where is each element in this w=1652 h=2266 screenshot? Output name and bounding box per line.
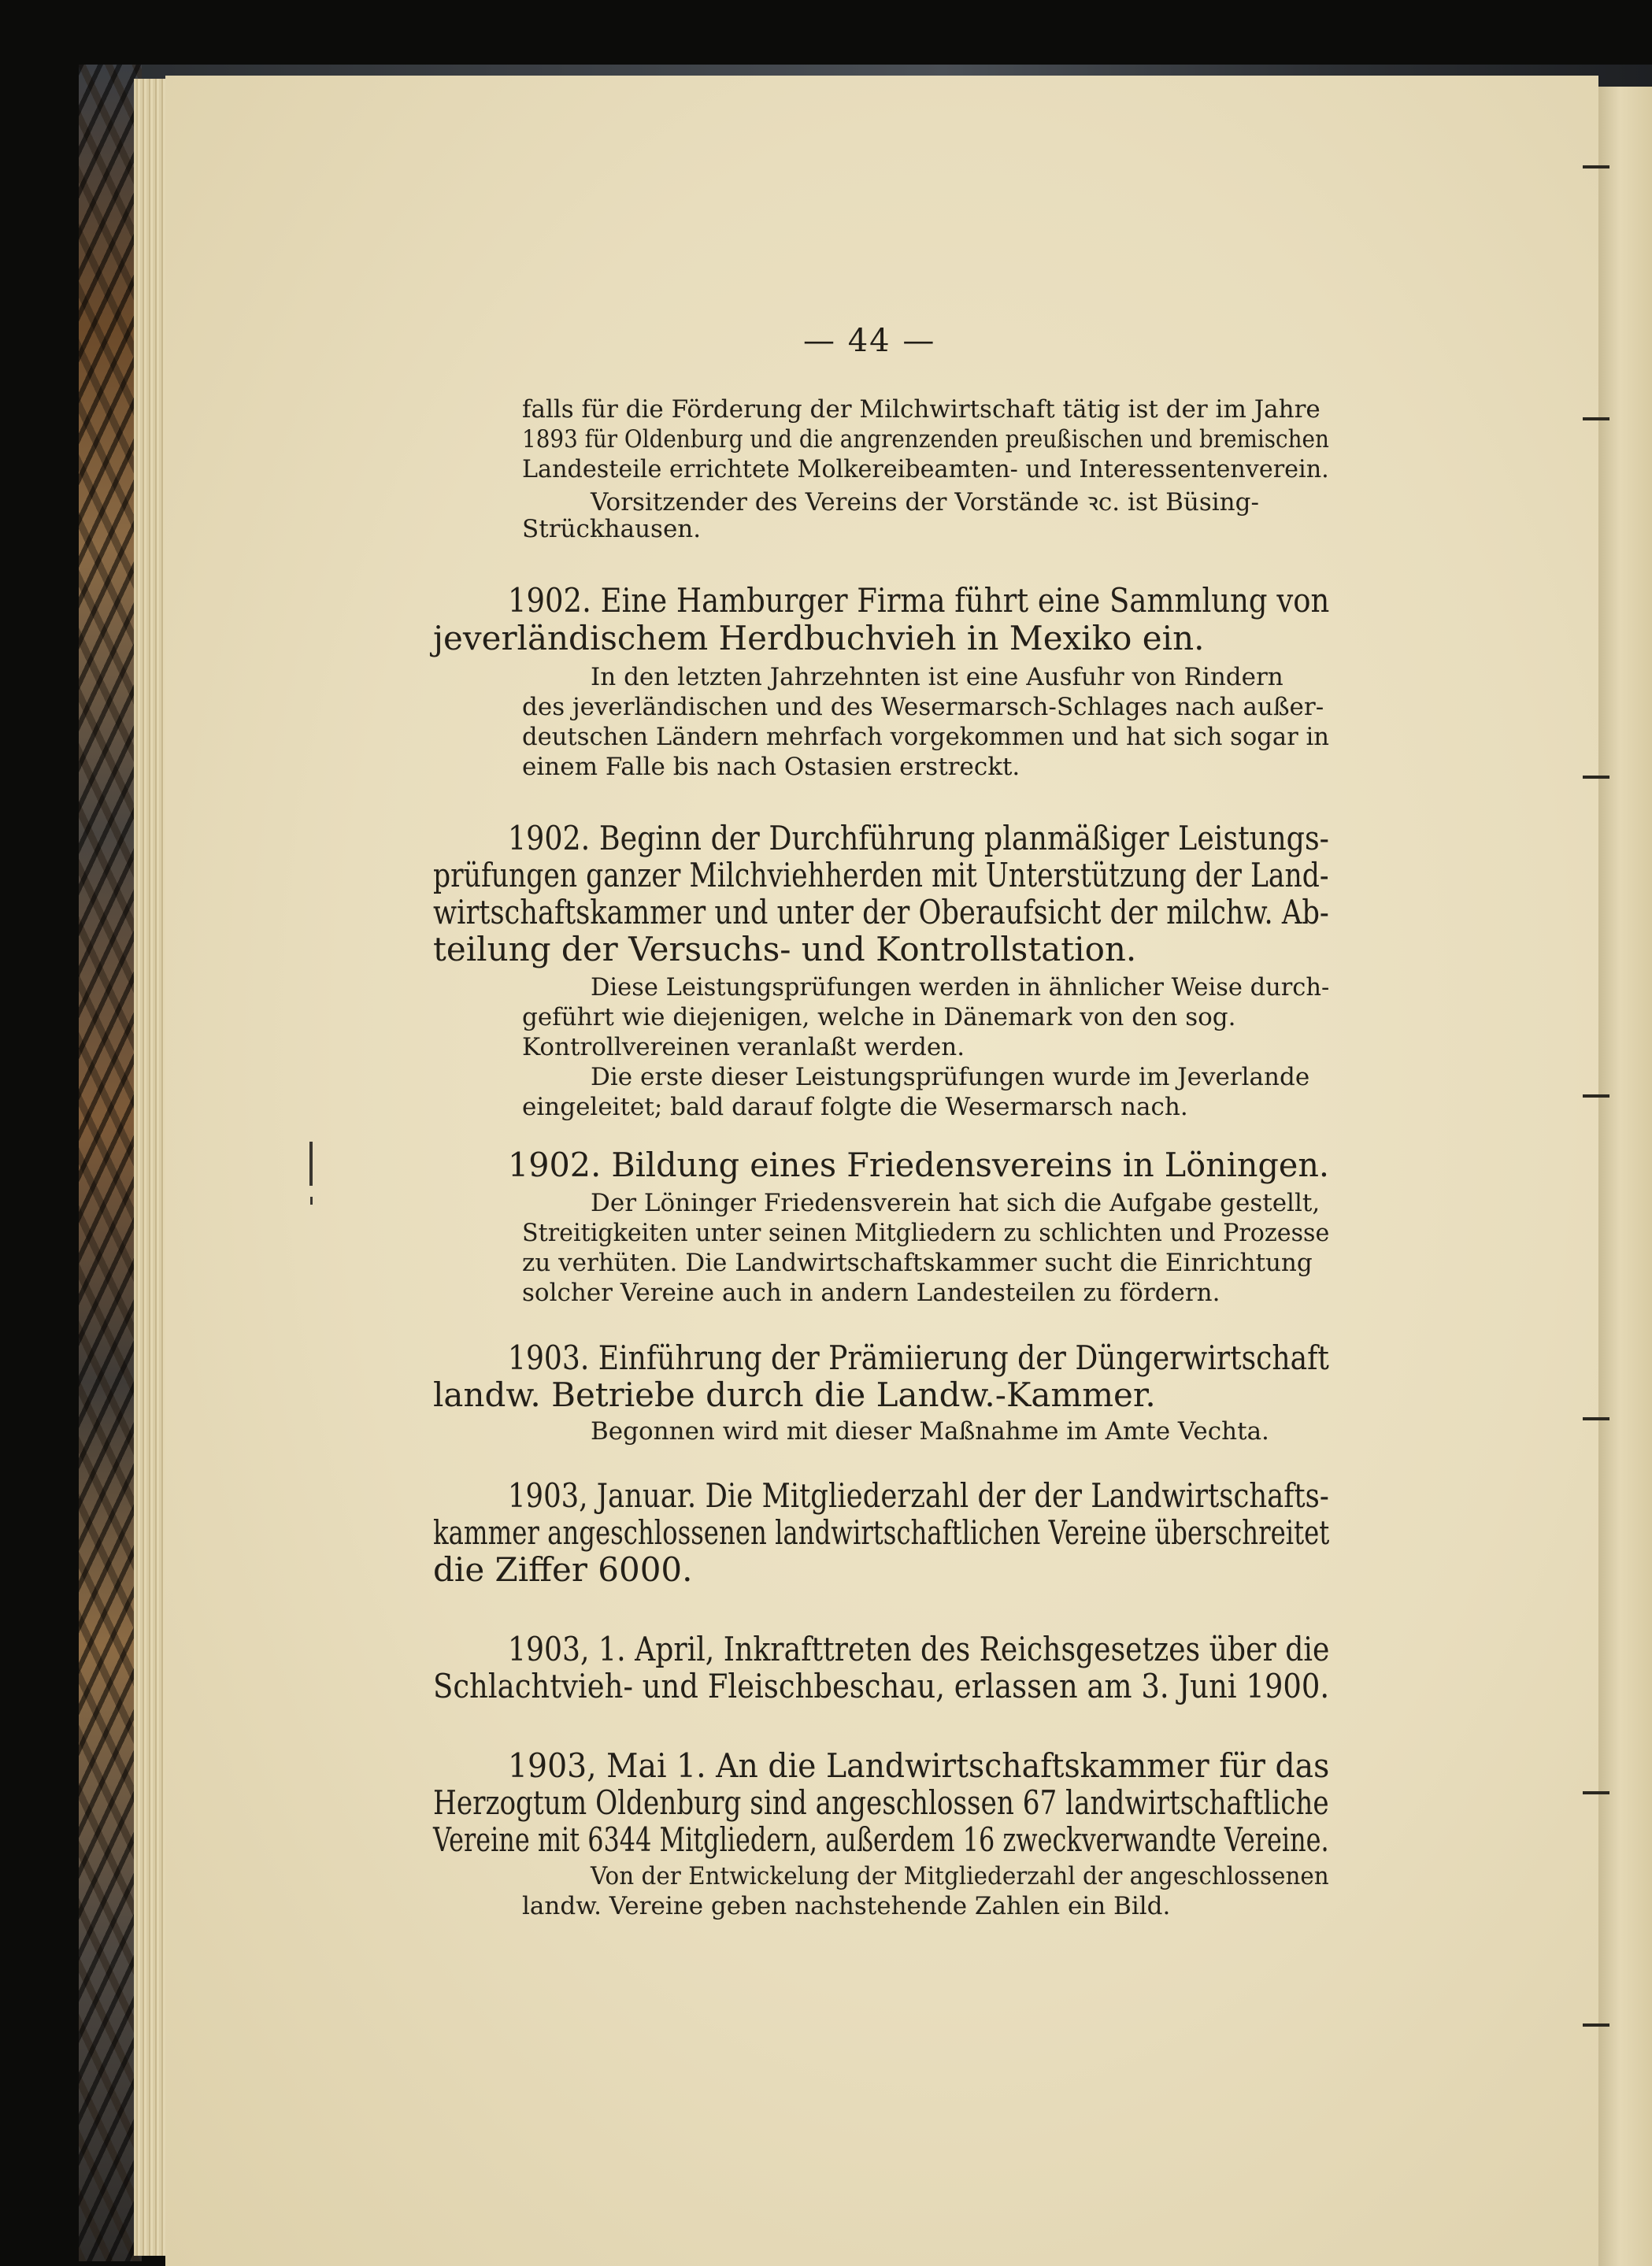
margin-pencil-mark [310, 1197, 313, 1205]
text-line: Vorsitzender des Vereins der Vorstände ꝛc. ist Büsing- [591, 488, 1259, 517]
text-line: In den letzten Jahrzehnten ist eine Ausfuhr von Rindern [591, 663, 1283, 691]
text-line: Landesteile errichtete Molkereibeamten- und Interessentenverein. [522, 455, 1329, 483]
entry-heading: prüfungen ganzer Milchviehherden mit Unterstützung der Land- [433, 856, 1329, 894]
text-line: landw. Vereine geben nachstehende Zahlen ein Bild. [522, 1892, 1171, 1920]
margin-pencil-mark [309, 1142, 313, 1186]
entry-heading: teilung der Versuchs- und Kontrollstation. [433, 930, 1137, 968]
text-line: Streitigkeiten unter seinen Mitgliedern zu schlichten und Prozesse [522, 1219, 1330, 1247]
text-line: geführt wie diejenigen, welche in Dänemark von den sog. [522, 1003, 1236, 1031]
entry-heading: 1903, Januar. Die Mitgliederzahl der der Landwirtschafts- [508, 1476, 1329, 1515]
entry-heading: Herzogtum Oldenburg sind angeschlossen 67 landwirtschaftliche [433, 1783, 1329, 1822]
text-line: Begonnen wird mit dieser Maßnahme im Amte Vechta. [591, 1417, 1269, 1446]
entry-heading: jeverländischem Herdbuchvieh in Mexiko ein. [433, 619, 1205, 657]
text-line: falls für die Förderung der Milchwirtschaft tätig ist der im Jahre [522, 395, 1320, 424]
binding-stitch [1583, 776, 1609, 779]
text-line: solcher Vereine auch in andern Landesteilen zu fördern. [522, 1279, 1220, 1307]
binding-stitch [1583, 417, 1609, 420]
text-line: eingeleitet; bald darauf folgte die Wesermarsch nach. [522, 1093, 1188, 1121]
entry-heading: 1902. Beginn der Durchführung planmäßiger Leistungs- [508, 819, 1329, 857]
text-line: Die erste dieser Leistungsprüfungen wurde im Jeverlande [591, 1063, 1310, 1091]
text-line: einem Falle bis nach Ostasien erstreckt. [522, 753, 1020, 781]
entry-heading: wirtschaftskammer und unter der Oberaufsicht der milchw. Ab- [433, 893, 1329, 931]
text-line: deutschen Ländern mehrfach vorgekommen und hat sich sogar in [522, 723, 1330, 751]
binding-stitch [1583, 1791, 1609, 1794]
binding-stitch [1583, 2023, 1609, 2027]
binding-stitch [1583, 1417, 1609, 1420]
entry-heading: 1903. Einführung der Prämiierung der Düngerwirtschaft [508, 1338, 1329, 1377]
marbled-cover-board [79, 65, 142, 2261]
binding-stitch [1583, 165, 1609, 168]
entry-heading: 1902. Bildung eines Friedensvereins in Löningen. [508, 1146, 1330, 1184]
entry-heading: 1903, Mai 1. An die Landwirtschaftskammer für das [508, 1746, 1330, 1785]
entry-heading: die Ziffer 6000. [433, 1550, 693, 1589]
text-line: Strückhausen. [522, 515, 702, 543]
entry-heading: Vereine mit 6344 Mitgliedern, außerdem 16 zweckverwandte Vereine. [433, 1820, 1329, 1859]
entry-heading: landw. Betriebe durch die Landw.-Kammer. [433, 1376, 1156, 1414]
entry-heading: 1902. Eine Hamburger Firma führt eine Sammlung von [508, 581, 1330, 620]
text-line: des jeverländischen und des Wesermarsch-Schlages nach außer- [522, 693, 1324, 721]
text-line: Der Löninger Friedensverein hat sich die Aufgabe gestellt, [591, 1189, 1320, 1217]
text-line: Kontrollvereinen veranlaßt werden. [522, 1033, 965, 1061]
text-line: zu verhüten. Die Landwirtschaftskammer sucht die Einrichtung [522, 1249, 1313, 1277]
entry-heading: kammer angeschlossenen landwirtschaftlichen Vereine überschreitet [433, 1513, 1330, 1552]
text-line: Diese Leistungsprüfungen werden in ähnlicher Weise durch- [591, 973, 1330, 1002]
text-line: Von der Entwickelung der Mitgliederzahl der angeschlossenen [591, 1862, 1329, 1890]
binding-stitch [1583, 1094, 1609, 1098]
entry-heading: 1903, 1. April, Inkrafttreten des Reichsgesetzes über die [508, 1630, 1330, 1668]
page-number: — 44 — [803, 323, 936, 359]
opposite-page-edge [1598, 87, 1652, 2266]
text-line: 1893 für Oldenburg und die angrenzenden preußischen und bremischen [522, 425, 1329, 454]
entry-heading: Schlachtvieh- und Fleischbeschau, erlassen am 3. Juni 1900. [433, 1667, 1330, 1705]
